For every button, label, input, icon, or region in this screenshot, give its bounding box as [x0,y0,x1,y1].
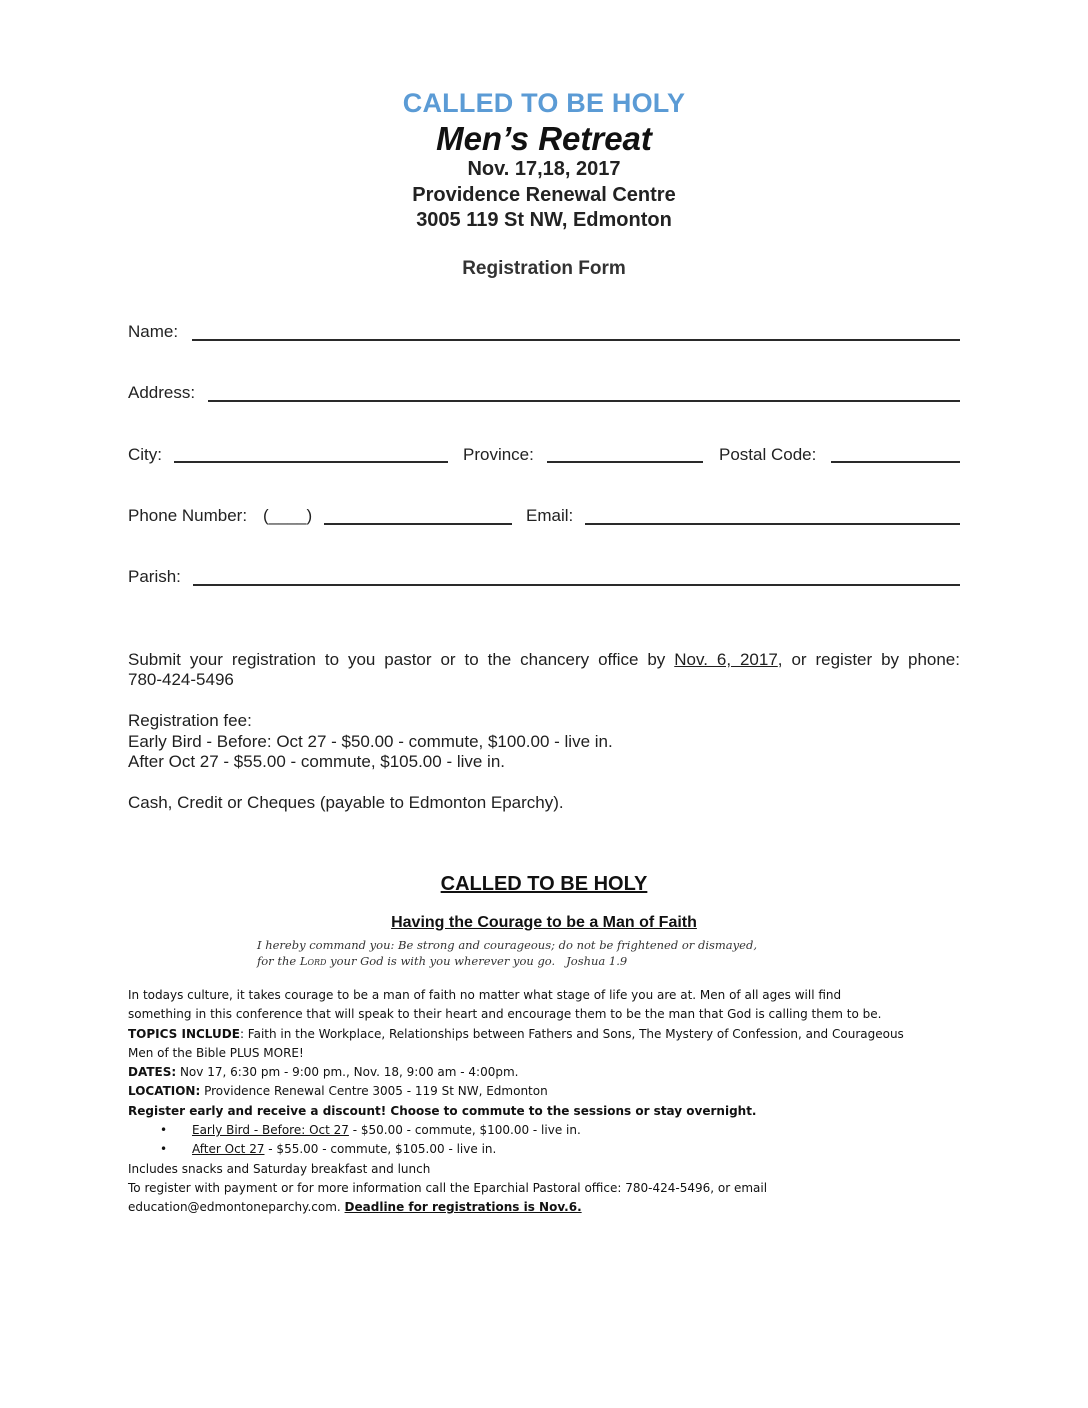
dates-label: DATES: [128,1065,177,1080]
form-title: Registration Form [462,258,626,279]
address-label: Address: [128,383,196,402]
city-field[interactable] [174,461,448,463]
includes-line: Includes snacks and Saturday breakfast and lunch [128,1161,431,1176]
contact-email-link[interactable]: education@edmontoneparchy.com. [128,1200,341,1215]
event-address: 3005 119 St NW, Edmonton [416,209,672,231]
address-field[interactable] [208,400,960,402]
flyer-title: CALLED TO BE HOLY [440,873,648,895]
phone-field[interactable] [324,523,512,525]
bullet-text: - $55.00 - commute, $105.00 - live in. [264,1142,497,1157]
topics-line-2: Men of the Bible PLUS MORE! [128,1045,304,1060]
fee-late: After Oct 27 - $55.00 - commute, $105.00 - live in. [128,752,506,771]
registration-phone: 780-424-5496 [128,670,234,689]
location-text: Providence Renewal Centre 3005 - 119 St NW, Edmonton [200,1084,548,1099]
scripture-text: for the [257,954,300,968]
bullet-icon: • [160,1123,168,1138]
intro-line-1: In todays culture, it takes courage to be a man of faith no matter what stage of life you are at. Men of all ages will find [128,988,842,1002]
dates-line [128,1063,968,1082]
discount-line: Register early and receive a discount! Choose to commute to the sessions or stay overnight. [128,1103,757,1118]
phone-area-code-field[interactable]: (____) [263,506,313,525]
bullet-text: - $50.00 - commute, $100.00 - live in. [348,1123,581,1138]
parish-label: Parish: [128,567,181,586]
scripture-reference: Joshua 1.9 [566,954,628,968]
name-field[interactable] [192,339,960,341]
scripture-lord: Lord [299,954,327,968]
province-label: Province: [463,445,534,464]
submit-text-phone: , or register by phone: [777,650,960,669]
province-field[interactable] [547,461,703,463]
postal-code-field[interactable] [831,461,960,463]
scripture-line-2 [257,953,627,969]
dates-text: Nov 17, 6:30 pm - 9:00 pm., Nov. 18, 9:00 am - 4:00pm. [176,1065,519,1080]
location-label: LOCATION: [128,1084,201,1099]
scripture-text-end: your God is with you wherever you go. [326,954,556,968]
topics-text: : Faith in the Workplace, Relationships between Fathers and Sons, The Mystery of Confession, and Courageous [239,1026,904,1041]
topics-line-1 [128,1025,968,1044]
postal-code-label: Postal Code: [719,445,817,464]
intro-line-2: something in this conference that will speak to their heart and encourage them to be the man that God is calling them to be. [128,1007,882,1022]
bullet-label: Early Bird - Before: Oct 27 [192,1123,349,1138]
parish-field[interactable] [193,584,960,586]
scripture-line-1: I hereby command you: Be strong and courageous; do not be frightened or dismayed, [257,938,757,952]
bullet-label: After Oct 27 [192,1142,265,1157]
phone-label: Phone Number: [128,506,248,525]
location-line [128,1082,968,1101]
flyer-subtitle: Having the Courage to be a Man of Faith [391,914,697,931]
bullet-icon: • [160,1142,168,1157]
flyer-body [128,986,968,1218]
contact-line: To register with payment or for more information call the Eparchial Pastoral office: 780-424-5496, or email [128,1180,768,1195]
fee-heading: Registration fee: [128,711,252,730]
event-name-title: Men’s Retreat [436,120,652,157]
submit-deadline: Nov. 6, 2017 [674,650,778,669]
submit-text: Submit your registration to you pastor or to the chancery office by [128,650,666,669]
payment-methods: Cash, Credit or Cheques (payable to Edmonton Eparchy). [128,793,564,812]
email-label: Email: [526,506,574,525]
fee-early-bird: Early Bird - Before: Oct 27 - $50.00 - commute, $100.00 - live in. [128,732,613,751]
city-label: City: [128,445,162,464]
email-deadline-line [128,1198,968,1217]
name-label: Name: [128,322,179,341]
event-venue: Providence Renewal Centre [412,184,676,206]
event-series-title: CALLED TO BE HOLY [402,88,686,118]
deadline-note: Deadline for registrations is Nov.6. [344,1200,582,1215]
submit-instructions [128,650,960,670]
topics-label: TOPICS INCLUDE [128,1026,240,1041]
bullet-item [128,1121,968,1140]
event-dates: Nov. 17,18, 2017 [467,158,621,180]
email-field[interactable] [585,523,960,525]
bullet-item [128,1140,968,1159]
